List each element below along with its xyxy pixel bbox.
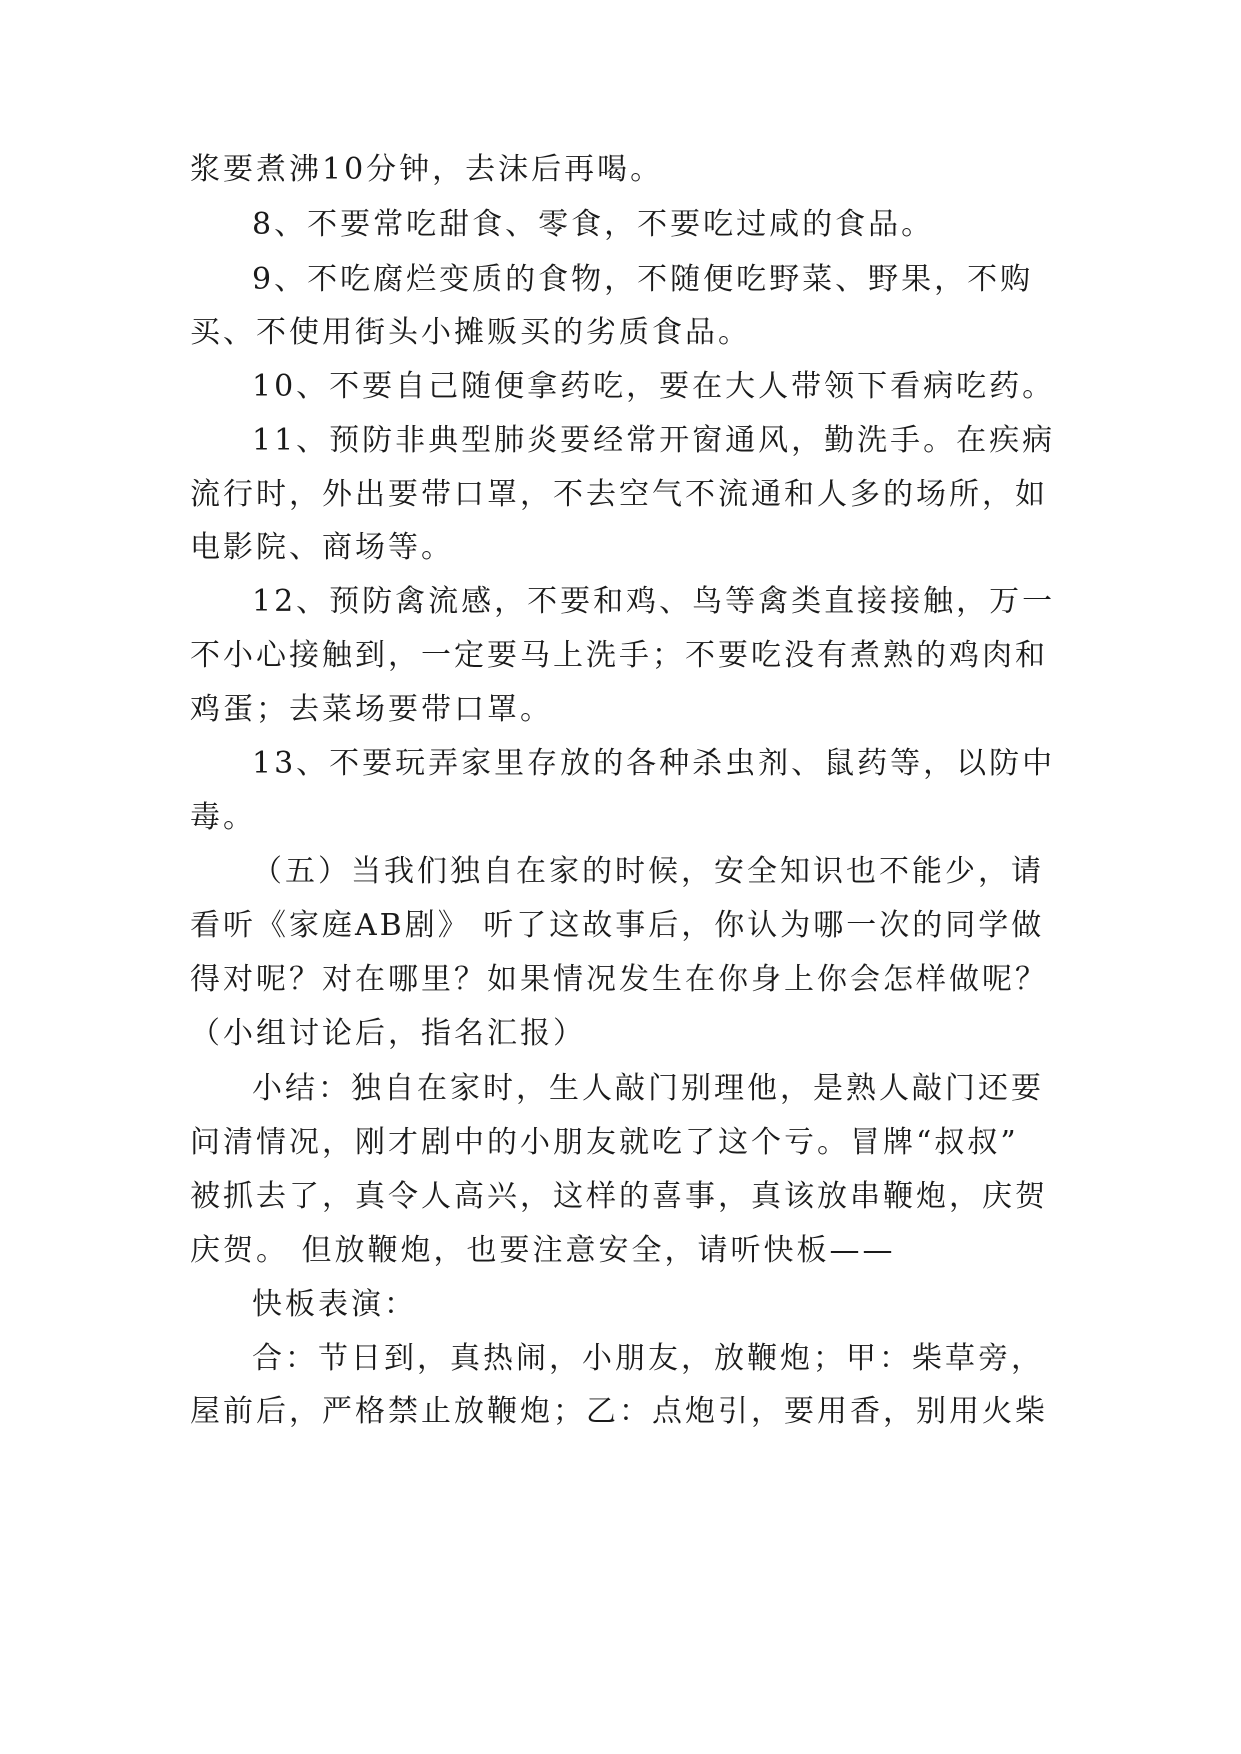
text-line: 被抓去了，真令人高兴，这样的喜事，真该放串鞭炮，庆贺	[190, 1179, 1048, 1214]
text-line: 小结：独自在家时，生人敲门别理他，是熟人敲门还要	[252, 1071, 1044, 1106]
text-line: 屋前后，严格禁止放鞭炮；乙：点炮引，要用香，别用火柴	[190, 1394, 1048, 1429]
text-line: 买、不使用街头小摊贩买的劣质食品。	[190, 315, 751, 350]
text-line: 12、预防禽流感，不要和鸡、鸟等禽类直接接触，万一	[252, 584, 1056, 619]
text-line: 10、不要自己随便拿药吃，要在大人带领下看病吃药。	[252, 369, 1056, 404]
text-line: （小组讨论后，指名汇报）	[190, 1016, 586, 1051]
text-line: 快板表演：	[252, 1287, 417, 1322]
text-line: 11、预防非典型肺炎要经常开窗通风，勤洗手。在疾病	[252, 423, 1056, 458]
text-line: 8、不要常吃甜食、零食，不要吃过咸的食品。	[252, 207, 935, 242]
text-line: 毒。	[190, 800, 256, 835]
text-line: 流行时，外出要带口罩，不去空气不流通和人多的场所，如	[190, 477, 1048, 512]
text-line: 问清情况，刚才剧中的小朋友就吃了这个亏。冒牌“叔叔”	[190, 1125, 1019, 1160]
text-line: 浆要煮沸10分钟，去沫后再喝。	[190, 152, 664, 187]
text-line: 13、不要玩弄家里存放的各种杀虫剂、鼠药等，以防中	[252, 746, 1056, 781]
text-line: 不小心接触到，一定要马上洗手；不要吃没有煮熟的鸡肉和	[190, 638, 1048, 673]
text-line: 得对呢？对在哪里？如果情况发生在你身上你会怎样做呢？	[190, 962, 1048, 997]
text-line: 看听《家庭AB剧》 听了这故事后，你认为哪一次的同学做	[190, 908, 1045, 943]
text-line: 9、不吃腐烂变质的食物，不随便吃野菜、野果，不购	[252, 262, 1034, 297]
text-line: （五）当我们独自在家的时候，安全知识也不能少，请	[252, 854, 1044, 889]
text-line: 电影院、商场等。	[190, 530, 454, 565]
text-line: 合：节日到，真热闹，小朋友，放鞭炮；甲：柴草旁，	[252, 1341, 1044, 1376]
text-line: 庆贺。 但放鞭炮，也要注意安全，请听快板——	[190, 1233, 896, 1268]
text-line: 鸡蛋；去菜场要带口罩。	[190, 692, 553, 727]
